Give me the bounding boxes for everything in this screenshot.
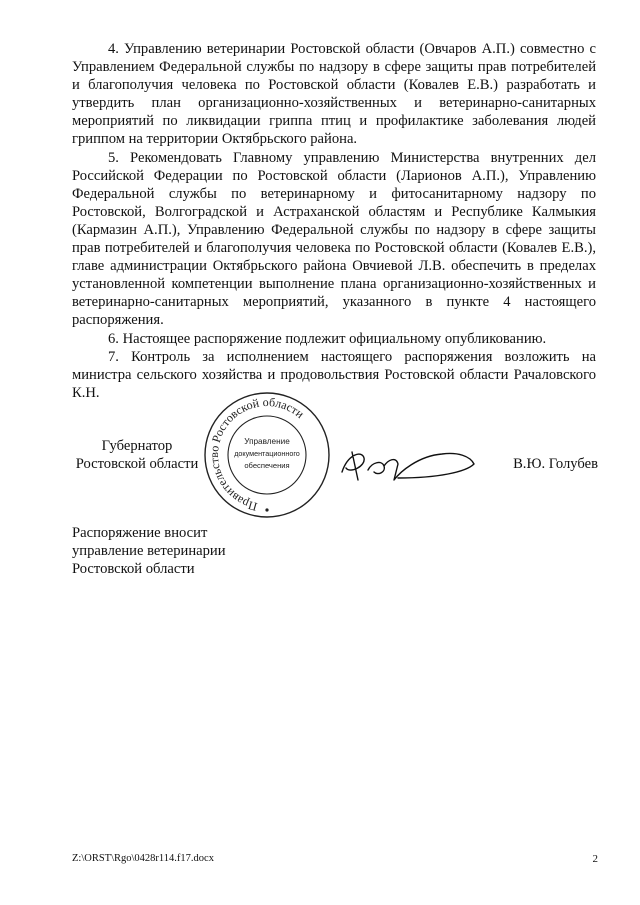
seal-inner-line3: обеспечения [244, 461, 290, 470]
signatory-title [72, 437, 202, 473]
paragraph-4: 4. Управлению ветеринарии Ростовской области (Овчаров А.П.) совместно с Управлением Федеральной службы по надзору в сфере защиты прав потребителей и благополучия человека по Ростовской области (Ковалев Е.В.) разработать и утвердить план организационно-хозяйственных и ветеринарно-санитарных мероприятий по ликвидации гриппа птиц и профилактике заболевания людей гриппом на территории Октябрьского района. [72, 41, 596, 148]
submitted-by-line3: Ростовской области [72, 561, 195, 577]
footer-file-path: Z:\ORST\Rgo\0428r114.f17.docx [72, 853, 214, 864]
seal-ring-text: Правительство Ростовской области [207, 394, 307, 514]
submitted-by-line1: Распоряжение вносит [72, 525, 208, 541]
signatory-name: В.Ю. Голубев [513, 456, 598, 472]
signatory-title-line2: Ростовской области [75, 456, 199, 472]
paragraph-6: 6. Настоящее распоряжение подлежит официальному опубликованию. [108, 330, 547, 347]
paragraph-5: 5. Рекомендовать Главному управлению Министерства внутренних дел Российской Федерации по Ростовской области (Ларионов А.П.), Управлению Федеральной службы по ветеринарному и фитосанитарному надзору по Ростовской, Волгоградской и Астраханской областям и Республике Калмыкия (Кармазин А.П.), Управлению Федеральной службы по надзору в сфере защиты прав потребителей и благополучия человека по Ростовской области (Ковалев Е.В.), главе администрации Октябрьского района Овчиевой Л.В. обеспечить в пределах установленной компетенции выполнение плана организационно-хозяйственных и ветеринарно-санитарных мероприятий, указанного в пункте 4 настоящего распоряжения. [72, 149, 596, 329]
submitted-by-line2: управление ветеринарии [72, 543, 226, 559]
seal-inner-line1: Управление [244, 437, 290, 446]
seal-star-dot [265, 508, 268, 511]
paragraph-7: 7. Контроль за исполнением настоящего распоряжения возложить на министра сельского хозяйства и продовольствия Ростовской области Рачаловского К.Н. [72, 348, 596, 401]
footer-page-number: 2 [592, 853, 598, 865]
handwritten-signature [338, 444, 478, 488]
submitted-by-note [72, 524, 292, 578]
seal-inner-line2: документационного [234, 449, 300, 458]
document-body [72, 40, 596, 402]
signatory-title-line1: Губернатор [101, 438, 173, 454]
official-seal [200, 388, 334, 518]
